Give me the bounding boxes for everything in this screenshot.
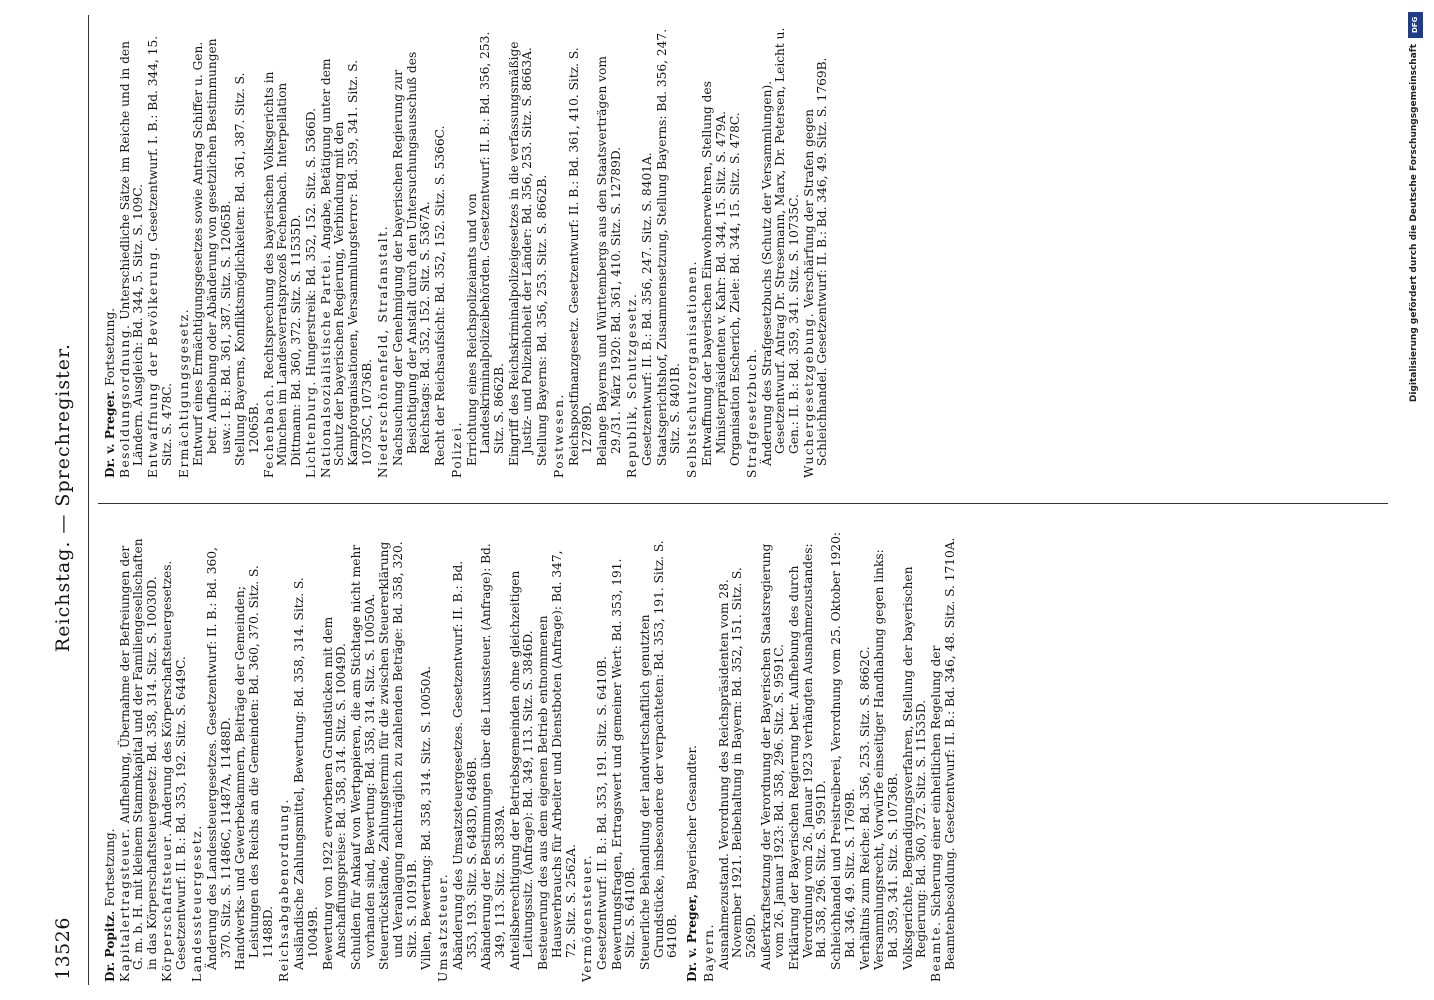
- index-entry: Ausländische Zahlungsmittel, Bewertung: Bd. 358, 314. Sitz. S. 10049B.: [292, 577, 320, 970]
- entry-text: Gesetzentwurf. I. B.: Bd. 344, 15. Sitz. S. 478C.: [146, 35, 174, 466]
- index-entry: Schleichhandel und Preistreiberei, Verordnung vom 25. Oktober 1920: Bd. 346, 49. Sitz. S. 1769B.: [829, 531, 857, 970]
- subject-heading: [626, 26, 640, 478]
- entry-keyword: Nationalsozialistische Partei.: [318, 253, 333, 478]
- speaker-heading: [104, 530, 118, 982]
- entry-keyword: Entwaffnung der Bevölkerung.: [146, 245, 161, 478]
- index-entry: [305, 26, 319, 478]
- dfg-logo: DFG: [1408, 12, 1423, 38]
- index-entry: [263, 26, 304, 478]
- speaker-heading: [686, 530, 700, 982]
- index-entry: Versammlungsrecht, Vorwürfe einseitiger Handhabung gegen links: Bd. 359, 341. Sitz. S. 10736B.: [872, 549, 900, 970]
- entry-keyword: Besoldungsordnung.: [117, 323, 132, 478]
- subject-title: Niederschönenfeld, Strafanstalt.: [376, 224, 391, 478]
- page-title: Reichstag. — Sprechregister.: [52, 342, 74, 653]
- entry-keyword: Lichtenburg.: [303, 380, 318, 478]
- page-number: 13526: [52, 917, 74, 980]
- index-entry: [930, 530, 957, 982]
- index-entry: Bewertung von 1922 erworbenen Grundstücken mit dem Anschaffungspreise: Bd. 358, 314. Sitz. S. 10049D.: [320, 616, 349, 970]
- index-entry: Bewertungsfragen, Ertragswert und gemeiner Wert: Bd. 353, 191. Sitz. S. 6410B.: [609, 558, 638, 970]
- subject-heading: [437, 530, 451, 982]
- index-entry: [803, 26, 830, 478]
- entry-keyword: Beamte.: [929, 920, 944, 982]
- index-entry: Handwerks- und Gewerbekammern, Beiträge der Gemeinden; Leistungen des Reichs an die Gemeinden: Bd. 360, 370. Sitz. S. 11488D.: [233, 565, 275, 970]
- column-divider: [98, 503, 1388, 504]
- index-entry: Reichspostfinanzgesetz. Gesetzentwurf: II. B.: Bd. 361, 410. Sitz. S. 12789D.: [566, 47, 595, 466]
- digitization-note: [1404, 8, 1428, 998]
- subject-title: Vermögensteuer.: [580, 853, 595, 982]
- subject-title: Ermächtigungsgesetz.: [176, 307, 191, 478]
- subject-heading: [278, 530, 292, 982]
- index-entry: Organisation Escherich, Ziele: Bd. 344, 15. Sitz. S. 478C.: [728, 112, 743, 466]
- subject-heading: [178, 26, 192, 478]
- index-entry: Entwaffnung der bayerischen Einwohnerwehren, Stellung des Ministerpräsidenten v. Kahr: Bd. 344, 15. Sitz. S. 479A.: [699, 81, 728, 466]
- index-entry: [161, 530, 188, 982]
- index-entry: Recht der Reichsaufsicht: Bd. 352, 152. Sitz. S. 5366C.: [433, 125, 448, 466]
- index-entry: Staatsgerichtshof, Zusammensetzung, Stellung Bayerns: Bd. 356, 247. Sitz. S. 8401B.: [654, 28, 683, 466]
- index-entry: Änderung des Landessteuergesetzes. Gesetzentwurf: II. B.: Bd. 360, 370. Sitz. S. 11486C, 11487A, 11488D.: [204, 547, 233, 970]
- index-entry: Eingriff des Reichskriminalpolizeigesetzes in die verfassungsmäßige Justiz- und Polizeihoheit der Länder: Bd. 356, 253. Sitz. S. 8663A.: [506, 41, 535, 466]
- speaker-role: Bayerischer Gesandter.: [685, 745, 700, 890]
- subject-title: Bayern.: [701, 922, 716, 982]
- index-entry: Nachsuchung der Genehmigung der bayerischen Regierung zur Besichtigung der Anstalt durch den Untersuchungsausschuß des Reichstags: Bd. 352, 152. Sitz. S. 5367A.: [391, 51, 433, 466]
- index-entry: [147, 26, 174, 478]
- subject-heading: [191, 530, 205, 982]
- index-entry: Abänderung des Umsatzsteuergesetzes. Gesetzentwurf: II. B.: Bd. 353, 193. Sitz. S. 6483D, 6486B.: [450, 560, 479, 970]
- header-rule: [88, 15, 89, 985]
- speaker-name: Dr. v. Preger.: [103, 390, 117, 478]
- speaker-name: Dr. v. Preger,: [685, 893, 700, 982]
- index-entry: Villen, Bewertung: Bd. 358, 314. Sitz. S. 10050A.: [419, 665, 434, 970]
- index-entry: Besteuerung des aus dem eigenen Betrieb entnommenen Hausverbrauchs für Arbeiter und Dienstboten (Anfrage): Bd. 347, 72. Sitz. S. 2562A.: [536, 550, 578, 970]
- subject-heading: [553, 26, 567, 478]
- index-entry: Steuerrückstände, Zahlungstermin für die zwischen Steuererklärung und Veranlagung nachträglich zu zahlenden Beträge: Bd. 358, 320. Sitz. S. 10191B.: [377, 541, 419, 970]
- speaker-heading: [104, 26, 118, 478]
- index-entry: [119, 530, 160, 982]
- index-entry: Anteilsberechtigung der Betriebsgemeinden ohne gleichzeitigen Leitungssitz. (Anfrage): Bd. 349, 113. Sitz. S. 3846D.: [507, 570, 536, 970]
- index-entry: Gesetzentwurf: II. B.: Bd. 353, 191. Sitz. S. 6410B.: [594, 656, 609, 970]
- subject-title: Selbstschutzorganisationen.: [685, 259, 700, 478]
- index-entry: Stellung Bayerns: Bd. 356, 253. Sitz. S. 8662B.: [535, 174, 550, 466]
- entry-text: Änderung des Körperschaftsteuergesetzes. Gesetzentwurf: II. B.: Bd. 353, 192. Sitz. S. 6449C.: [159, 560, 188, 970]
- entry-keyword: Wuchergesetzgebung.: [801, 311, 816, 478]
- index-entry: Belange Bayerns und Württembergs aus den Staatsverträgen vom 29./31. März 1920: Bd. 361, 410. Sitz. S. 12789D.: [594, 56, 623, 466]
- subject-heading: [581, 530, 595, 982]
- left-column: [98, 530, 958, 982]
- subject-heading: [703, 530, 717, 982]
- index-entry: Abänderung der Bestimmungen über die Luxussteuer. (Anfrage): Bd. 349, 113. Sitz. S. 3839A.: [479, 543, 507, 970]
- speaker-role: Fortsetzung.: [103, 307, 117, 386]
- document-sheet: [40, 0, 1400, 1000]
- index-entry: Steuerliche Behandlung der landwirtschaftlich genutzten Grundstücke, insbesondere der verpachteten: Bd. 353, 191. Sitz. S. 6410B.: [638, 540, 680, 970]
- speaker-role: Fortsetzung.: [103, 828, 117, 907]
- entry-text: Sicherung einer einheitlichen Regelung der Beamtenbesoldung. Gesetzentwurf: II. B.: Bd. 346, 48. Sitz. S. 1710A.: [929, 537, 957, 970]
- subject-title: Polizei.: [449, 420, 464, 478]
- index-entry: Verhältnis zum Reiche: Bd. 356, 253. Sitz. S. 8662C.: [857, 646, 872, 970]
- index-entry: Erklärung der Bayerischen Regierung betr. Aufhebung des durch Verordnung vom 26. Januar 1923 verhängten Ausnahmezustandes: Bd. 358, 296. Sitz. S. 9591D.: [787, 543, 829, 970]
- entry-text: Rechtsprechung des bayerischen Volksgerichts in München im Landesverratsprozeß Fechenbach. Interpellation Dittmann: Bd. 360, 372. Sitz. S. 11535D.: [261, 71, 304, 466]
- index-entry: Stellung Bayerns, Konfliktsmöglichkeiten: Bd. 361, 387. Sitz. S. 12065B.: [233, 72, 262, 466]
- entry-text: Unterschiedliche Sätze im Reiche und in den Ländern. Ausgleich: Bd. 344, 5. Sitz. S. 109C.: [117, 41, 146, 466]
- entry-keyword: Kapitalertragsteuer.: [117, 827, 132, 982]
- subject-heading: [746, 26, 760, 478]
- index-entry: Außerkraftsetzung der Verordnung der Bayerischen Staatsregierung vom 26. Januar 1923: Bd. 358, 296. Sitz. S. 9591C.: [758, 543, 787, 970]
- index-entry: Ausnahmezustand. Verordnung des Reichspräsidenten vom 28. November 1921. Beibehaltung in Bayern: Bd. 352, 151. Sitz. S. 5269D.: [716, 567, 758, 970]
- index-entry: Volksgerichte, Begnadigungsverfahren, Stellung der bayerischen Regierung: Bd. 360, 372. Sitz. S. 11535D.: [900, 566, 929, 970]
- funding-notice: Digitalisierung gefördert durch die Deutsche Forschungsgemeinschaft: [1409, 44, 1419, 403]
- index-entry: Entwurf eines Ermächtigungsgesetzes sowie Antrag Schiffer u. Gen. betr. Aufhebung oder Abänderung von gesetzlichen Bestimmungen usw.: I. B.: Bd. 361, 387. Sitz. S. 12065B.: [191, 38, 233, 466]
- index-entry: Schulden für Ankauf von Wertpapieren, die am Stichtage nicht mehr vorhanden sind, Bewertung: Bd. 358, 314. Sitz. S. 10050A.: [348, 544, 377, 970]
- index-entry: Errichtung eines Reichspolizeiamts und von Landeskriminalpolizeibehörden. Gesetzentwurf: II. B.: Bd. 356, 253. Sitz. S. 8662B.: [464, 31, 506, 466]
- entry-text: Aufhebung, Übernahme der Befreiungen der G. m. b. H. mit kleinem Stammkapital und der Familiengesellschaften in das Körperschaftsteuergesetz: Bd. 358, 314. Sitz. S. 10030D.: [117, 538, 160, 970]
- page-header: [46, 15, 86, 980]
- entry-text: Angabe, Betätigung unter dem Schutz der bayerischen Regierung, Verbindung mit den Kampforganisationen, Versammlungsterror: Bd. 359, 341. Sitz. S. 10735C, 10736B.: [318, 58, 374, 466]
- subject-title: Umsatzsteuer.: [436, 872, 451, 982]
- subject-heading: [686, 26, 700, 478]
- entry-text: Hungerstreik: Bd. 352, 152. Sitz. S. 5366D.: [303, 107, 318, 381]
- speaker-name: Dr. Popitz.: [103, 910, 117, 982]
- entry-keyword: Fechenbach.: [261, 383, 276, 478]
- subject-title: Reichsabgabenordnung.: [277, 797, 292, 982]
- right-column: [98, 26, 831, 478]
- subject-title: Strafgesetzbuch.: [744, 347, 759, 478]
- subject-title: Landessteuergesetz.: [190, 824, 205, 982]
- entry-keyword: Körperschaftsteuer.: [159, 831, 174, 982]
- entry-text: Verschärfung der Strafen gegen Schleichhandel. Gesetzentwurf: II. B.: Bd. 346, 49. Sitz. S. 1769B.: [801, 57, 830, 466]
- index-entry: Änderung des Strafgesetzbuchs (Schutz der Versammlungen). Gesetzentwurf. Antrag Dr. Stresemann, Marx, Dr. Petersen, Leicht u. Gen.: II. B.: Bd. 359, 341. Sitz. S. 10735C.: [759, 27, 802, 466]
- subject-title: Republik, Schutzgesetz.: [625, 292, 640, 478]
- subject-heading: [377, 26, 391, 478]
- index-entry: [320, 26, 375, 478]
- index-entry: [119, 26, 146, 478]
- index-entry: Gesetzentwurf: II. B.: Bd. 356, 247. Sitz. S. 8401A.: [640, 152, 655, 466]
- subject-title: Postwesen.: [551, 392, 566, 478]
- subject-heading: [451, 26, 465, 478]
